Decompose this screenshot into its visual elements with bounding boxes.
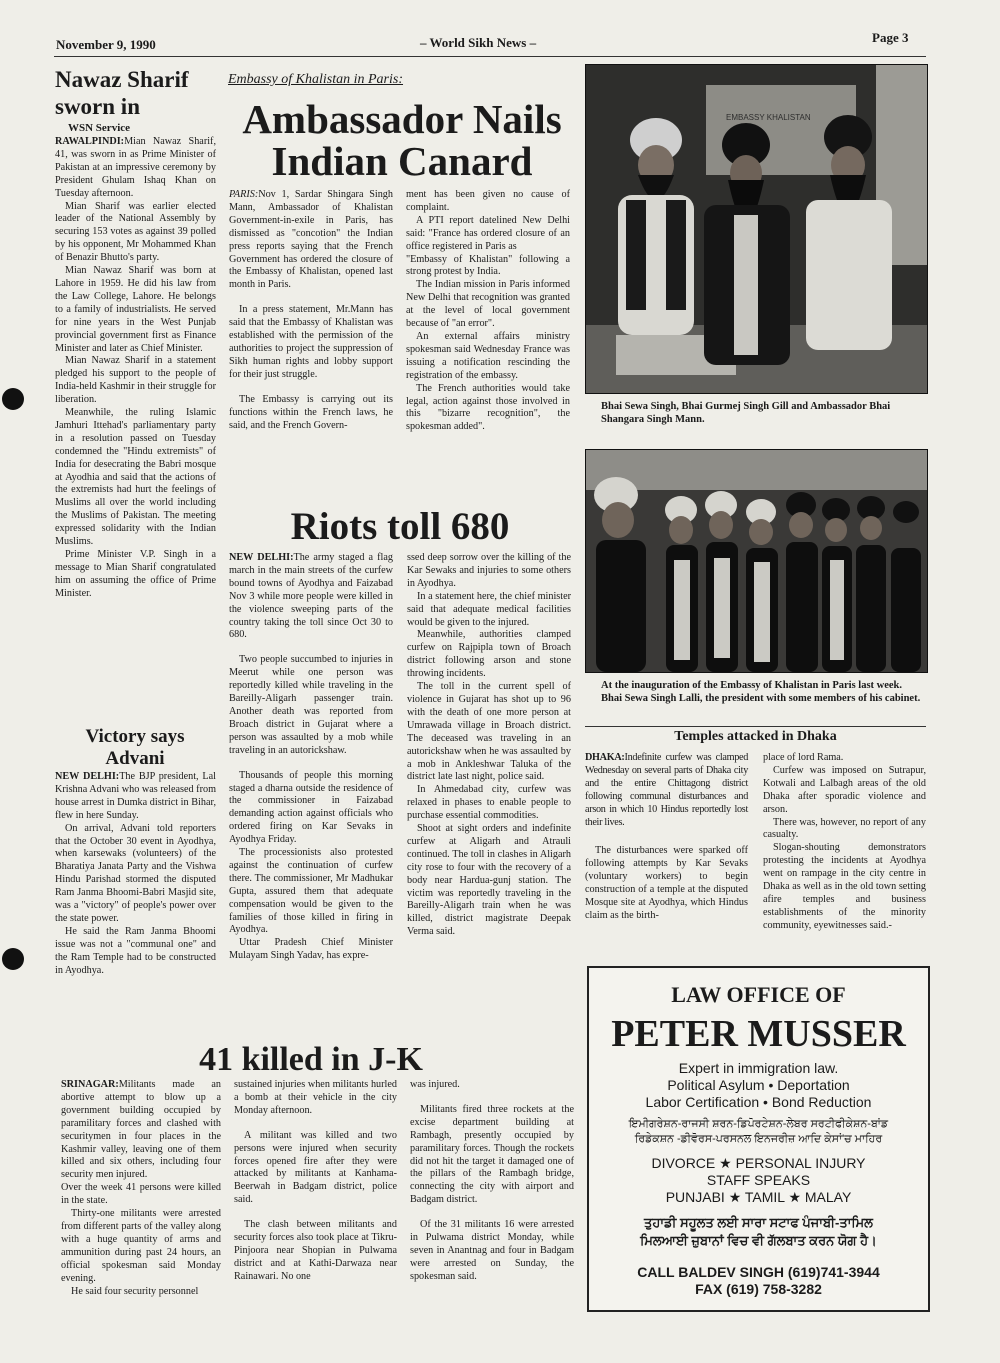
jk-col1 [61,1079,221,1298]
ad-divorce: DIVORCE ★ PERSONAL INJURY [651,1155,866,1171]
nawaz-para: Mian Nawaz Sharif, 41, was sworn in as Prime Minister of Pakistan at an impressive ceremony by President Ghulam Ishaq Khan on Tuesday afternoon. [55,136,216,199]
cabinet-photo [585,449,928,673]
ad-phone: CALL BALDEV SINGH (619)741-3944 [637,1264,880,1280]
jk-dateline: SRINAGAR: [61,1079,119,1090]
riots-para: Uttar Pradesh Chief Minister Mulayam Singh Yadav, has expre- [229,937,393,962]
embassy-kicker: Embassy of Khalistan in Paris: [228,72,404,87]
advani-para: The BJP president, Lal Krishna Advani who was released from house arrest in Dumka district in Bihar, flew in here Sunday. [55,771,216,821]
binder-hole [2,388,24,410]
nawaz-para: Prime Minister V.P. Singh in a message to Mian Sharif congratulated him on assuming the office of Prime Minister. [55,549,216,599]
embassy-para: The Embassy is carrying out its functions within the French laws, he said, and the French Govern- [229,393,393,431]
ad-punjabi-line2: ਰਿਡੇਕਸ਼ਨ -ਡੀਵੋਰਸ-ਪਰਸਨਲ ਇਨਜਰੀਜ਼ ਆਦਿ ਕੇਸਾਂ'ਚ ਮਾਹਿਰ [634,1133,883,1145]
embassy-para: Nov 1, Sardar Shingara Singh Mann, Ambassador of Khalistan Government-in-exile in Paris, has dismissed as "concotion" the Indian press reports saying that the French Government has ordered the closure of the Embassy of Khalistan, opened last month in Paris. [229,189,393,291]
riots-para: Two people succumbed to injuries in Meerut while one person was reportedly killed while traveling in the Bareilly-Aligarh passenger train. Another death was reported from Broach district in Gujarat where a person was assaulted by a mob while traveling in an autorickshaw. [229,654,393,756]
jk-para: He said four security personnel [71,1285,199,1297]
jk-col3 [410,1079,574,1284]
riots-para: The processionists also protested against the continuation of curfew there. The commissioner, Mr Madhukar Gupta, assured them that adequate compensation would be given to the families of those killed in firing in Ayodhya. [229,847,393,936]
ambassador-photo-art [586,65,927,393]
riots-col1 [229,552,393,963]
ad-expertise: Expert in immigration law. [678,1060,839,1076]
jk-para: sustained injuries when militants hurled a bomb at their vehicle in the city Monday afternoon. [234,1079,397,1116]
dhaka-para: Indefinite curfew was clamped Wednesday on several parts of Dhaka city and the entire Chittagong district following communal disturbances and arson in which 10 Hindus reportedly lost their lives. [585,752,748,828]
header-rule [54,56,926,57]
embassy-headline: Ambassador Nails Indian Canard [242,96,562,184]
embassy-para: An external affairs ministry spokesman said Wednesday France was issuing a notification rescinding the registration of the embassy. [406,330,570,381]
nawaz-dateline: RAWALPINDI: [55,136,125,147]
dhaka-para: There was, however, no report of any casualty. [763,816,926,841]
riots-para: The toll in the current spell of violence in Gujarat has shot up to 96 with the death of one more person at Umrawada village in Broach district. The deceased was traveling in an autorickshaw when he was assaulted by a mob in Ankleshwar Taluka of the district late last night, police said. [407,681,571,783]
ad-name: PETER MUSSER [611,1013,906,1055]
embassy-para: The Indian mission in Paris informed New Delhi that recognition was granted at the level of local government because of "an error". [406,279,570,330]
dhaka-para: Slogan-shouting demonstrators protesting the incidents at Ayodhya went on rampage in the city centre in Dhaka as well as in the old town setting afire temples and business establishments of the minority community, eyewitnesses said.- [763,842,926,931]
dhaka-para: Curfew was imposed on Sutrapur, Kotwali and Lalbagh areas of the old Dhaka after sporadic violence and arson. [763,764,926,815]
jk-para: A militant was killed and two persons were injured when security forces opened fire after they were attacked by militants at Kanhama-Beerwah in Badgam district, police said. [234,1129,397,1206]
embassy-para: In a press statement, Mr.Mann has said that the Embassy of Khalistan was established with the permission of the authorities to project the suppression of Sikh human rights and lobby support for their just struggle. [229,304,393,380]
ambassador-photo [585,64,928,394]
embassy-para: ment has been given no cause of complaint. [406,189,570,213]
ad-punjabi-line4: ਮਿਲਆਈ ਜ਼ੁਬਾਨਾਂ ਵਿਚ ਵੀ ਗੱਲਬਾਤ ਕਰਨ ਯੋਗ ਹੈ। [640,1233,877,1248]
page-number: Page 3 [872,30,909,45]
embassy-col1 [229,189,393,432]
riots-para: Meanwhile, authorities clamped curfew on Rajpipla town of Broach district following arson and stone throwing incidents. [407,629,571,680]
jk-headline: 41 killed in J-K [199,1041,423,1078]
dhaka-para: The disturbances were sparked off following attempts by Kar Sevaks (voluntary workers) to begin construction of a temple at the disputed Mosque site at Ayodhya, which Hindus claim as the birth- [585,845,748,921]
riots-para: Thousands of people this morning staged a dharna outside the residence of the commissioner in Faizabad demanding action against officials who ordered firing on Kar Sevaks in Ayodhya Friday. [229,769,393,846]
nawaz-story [55,136,216,601]
nawaz-para: Mian Sharif was earlier elected leader of the National Assembly by securing 153 votes as against 39 polled by his opponent, Mr Mohammed Khan of Benazir Bhutto's party. [55,200,216,264]
embassy-col2 [406,189,570,434]
riots-para: Shoot at sight orders and indefinite curfew at Aligarh and Atrauli continued. The toll in clashes in Aligarh city rose to four with the recovery of a body near Hardua-gunj station. The victim was reportedly traveling in the Bareilly-Aligarh train when he was killed, district magistrate Deepak Verma said. [407,823,571,938]
riots-para: ssed deep sorrow over the killing of the Kar Sewaks and injuries to some others in Ayodhya. [407,552,571,589]
riots-para: The army staged a flag march in the main streets of the curfew bound towns of Ayodhya and Faizabad Nov 3 while more people were killed in the violence sweeping parts of the country taking the toll since Oct 30 to 680. [229,552,393,641]
jk-para: Militants fired three rockets at the excise department building at Rambagh, presently occupied by paramilitary forces. Though the rockets did not hit the target it damaged one of the pillars of the Rambagh bridge, connecting the city with airport and Badgam district. [410,1103,574,1206]
dhaka-headline: Temples attacked in Dhaka [674,729,837,744]
dhaka-para: place of lord Rama. [763,752,844,763]
riots-headline: Riots toll 680 [290,505,510,548]
dhaka-col2 [763,752,926,933]
jk-para: Of the 31 militants 16 were arrested in Pulwama district Monday, while seven in Anantnag and four in Badgam were arrested on Sunday, the spokesman said. [410,1219,574,1282]
advani-para: On arrival, Advani told reporters that the October 30 event in Ayodhya, when karsewaks (volunteers) of the Bharatiya Janata Party and the Vishwa Hindu Parishad stormed the disputed Ram Janma Bhoomi-Babri Masjid site, was a "victory" of people's power over the state power. [55,822,216,924]
nawaz-service: WSN Service [68,122,131,134]
ad-line1: LAW OFFICE OF [671,982,846,1007]
law-office-ad [587,966,930,1312]
embassy-dateline: PARIS: [229,189,259,200]
dhaka-dateline: DHAKA: [585,752,625,763]
embassy-para: The French authorities would take legal, action against those involved in this "bizarre recognition", the spokesman added". [406,382,570,433]
nawaz-headline: Nawaz Sharif sworn in [55,67,189,119]
advani-headline: Victory says Advani [85,726,185,769]
ad-staff: STAFF SPEAKS [706,1172,811,1188]
nawaz-para: Meanwhile, the ruling Islamic Jamhuri Ittehad's parliamentary party in a resolution passed on Tuesday condemned the "Hindu extremists" of India for desecrating the Babri mosque at Ayodhia and said that the actions of the extremists had hurt the feelings of Muslims all over the world including the Muslims of Pakistan. The meeting expressed solidarity with the Indian Muslims. [55,407,216,548]
riots-dateline: NEW DELHI: [229,552,294,563]
riots-para: In a statement here, the chief minister said that adequate medical facilities would be given to the injured. [407,590,571,628]
dhaka-rule [585,726,926,727]
nawaz-para: Mian Nawaz Sharif in a statement pledged his support to the people of India-held Kashmir in their struggle for liberation. [55,355,216,406]
ad-punjabi-line1: ਇਮੀਗਰੇਸ਼ਨ-ਰਾਜਸੀ ਸ਼ਰਨ-ਡਿਪੋਰਟੇਸ਼ਨ-ਲੇਬਰ ਸਰਟੀਫੀਕੇਸ਼ਨ-ਬਾਂਡ [628,1118,889,1130]
ad-services2: Labor Certification • Bond Reduction [645,1094,872,1110]
ad-languages: PUNJABI ★ TAMIL ★ MALAY [665,1189,852,1205]
ad-services1: Political Asylum • Deportation [667,1077,850,1093]
embassy-sign-text: EMBASSY KHALISTAN [726,113,811,122]
nawaz-para: Mian Nawaz Sharif was born at Lahore in 1959. He did his law from the Law College, Lahore. He belongs to a family of industrialists. He served for nine years in the West Punjab provincial government first as Finance Minister and later as Chief Minister. [55,265,216,354]
jk-para: was injured. [410,1079,460,1090]
jk-para: Over the week 41 persons were killed in the state. [61,1182,221,1207]
photo2-caption: At the inauguration of the Embassy of Khalistan in Paris last week. Bhai Sewa Singh Lalli, the president with some members of his cabinet. [601,680,921,704]
jk-col2 [234,1079,397,1284]
embassy-para: A PTI report datelined New Delhi said: "France has ordered closure of an office registered in Paris as [406,214,570,252]
embassy-para: "Embassy of Khalistan" following a strong protest by India. [406,253,570,278]
binder-hole [2,948,24,970]
jk-para: The clash between militants and security forces also took place at Tikru-Pinjoora near Shopian in Pulwama district and at Kathi-Darwaza near Rainawari. No one [234,1219,397,1282]
riots-para: In Ahmedabad city, curfew was relaxed in phases to enable people to purchase essential commodities. [407,784,571,822]
advani-story [55,771,216,978]
advani-para: He said the Ram Janma Bhoomi issue was not a "communal one" and the Ram Temple had to be constructed in Ayodhya. [55,925,216,976]
photo1-caption: Bhai Sewa Singh, Bhai Gurmej Singh Gill and Ambassador Bhai Shangara Singh Mann. [601,401,891,425]
jk-para: Thirty-one militants were arrested from different parts of the valley along with a huge quantity of arms and ammunition during past 24 hours, an official spokesman said Monday evening. [61,1208,221,1284]
cabinet-photo-art [586,450,927,672]
riots-col2 [407,552,571,939]
newspaper-name: – World Sikh News – [420,35,537,50]
jk-para: Militants made an abortive attempt to blow up a government building occupied by paramilitary forces and clashed with securitymen in four places in the Kashmir valley, leaving one of them killed and six others, including four security men injured. [61,1079,221,1181]
ad-punjabi-line3: ਤੁਹਾਡੀ ਸਹੂਲਤ ਲਈ ਸਾਰਾ ਸਟਾਫ ਪੰਜਾਬੀ-ਤਾਮਿਲ [644,1215,873,1230]
ad-fax: FAX (619) 758-3282 [695,1281,822,1297]
dhaka-col1 [585,752,748,923]
issue-date: November 9, 1990 [56,37,156,52]
advani-dateline: NEW DELHI: [55,771,120,782]
